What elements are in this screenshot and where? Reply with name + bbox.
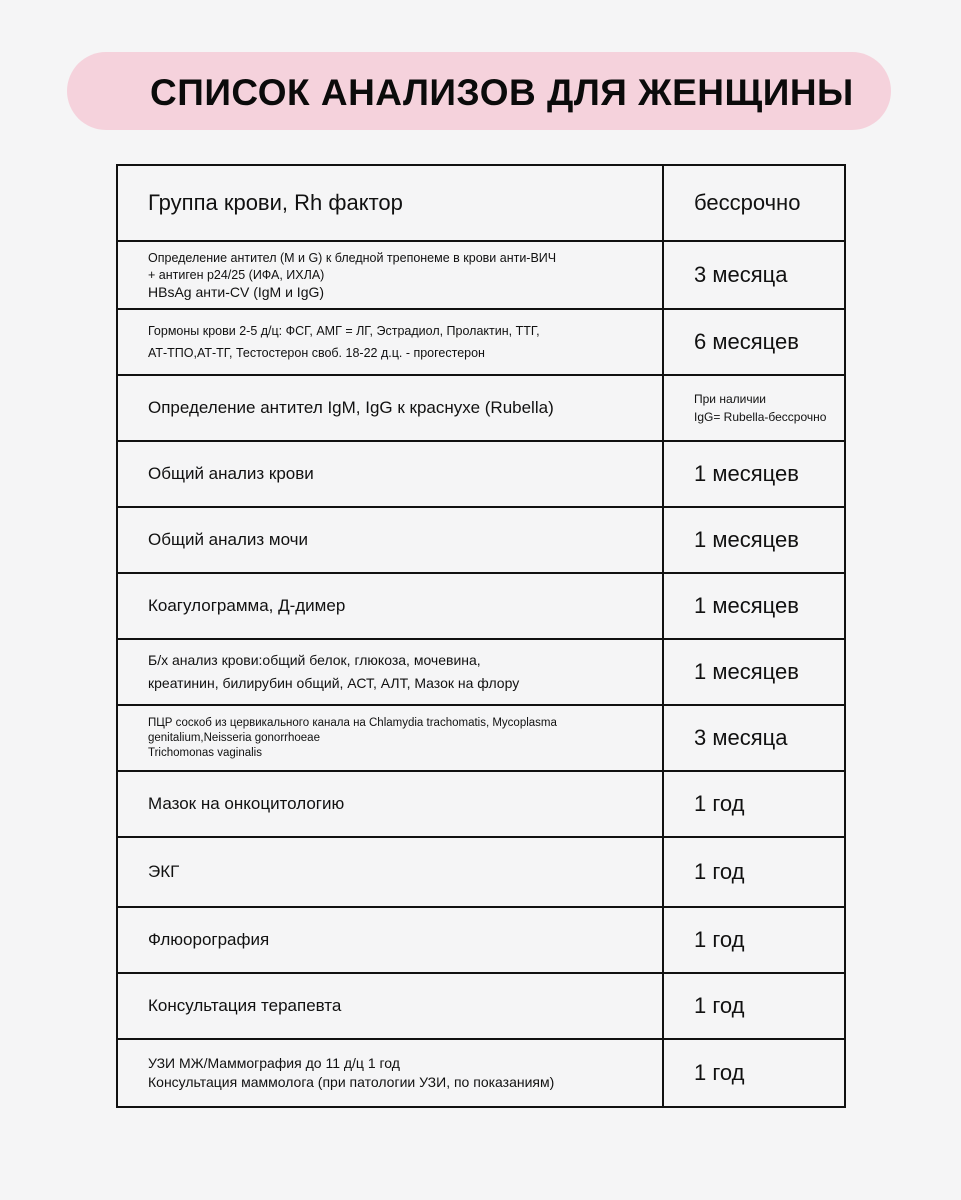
test-text: Флюорография <box>148 930 270 949</box>
period-cell <box>663 165 845 241</box>
test-text: + антиген р24/25 (ИФА, ИХЛА) <box>148 267 325 282</box>
test-text: Определение антител IgM, IgG к краснухе (Rubella) <box>148 398 554 417</box>
table-row <box>117 165 845 241</box>
test-text: Группа крови, Rh фактор <box>148 190 403 215</box>
period-text: 1 год <box>694 791 745 816</box>
period-cell <box>663 441 845 507</box>
table-row <box>117 771 845 837</box>
period-text: 1 месяцев <box>694 461 799 486</box>
test-cell <box>117 165 663 241</box>
period-cell <box>663 507 845 573</box>
period-text: При наличии <box>694 392 766 406</box>
period-text: 3 месяца <box>694 725 788 750</box>
test-text: Консультация терапевта <box>148 996 342 1015</box>
table-row <box>117 837 845 907</box>
table-row <box>117 241 845 309</box>
test-cell <box>117 639 663 705</box>
test-text: ПЦР соскоб из цервикального канала на Chlamydia trachomatis, Mycoplasma <box>148 716 557 729</box>
test-text: Общий анализ мочи <box>148 530 309 549</box>
period-text: 1 год <box>694 1060 745 1085</box>
period-cell <box>663 375 845 441</box>
period-text: бессрочно <box>694 190 801 215</box>
tests-table <box>116 164 846 1108</box>
table-row <box>117 375 845 441</box>
test-text: УЗИ МЖ/Маммография до 11 д/ц 1 год <box>148 1055 400 1071</box>
test-text: Trichomonas vaginalis <box>148 746 262 759</box>
test-cell <box>117 1039 663 1107</box>
period-text: IgG= Rubella-бессрочно <box>694 410 827 424</box>
test-text: Гормоны крови 2-5 д/ц: ФСГ, АМГ = ЛГ, Эстрадиол, Пролактин, ТТГ, <box>148 324 540 338</box>
test-text: genitalium,Neisseria gonorrhoeae <box>148 731 320 744</box>
test-cell <box>117 375 663 441</box>
tests-table-body <box>117 165 845 1107</box>
test-text: HBsAg анти-CV (IgM и IgG) <box>148 283 325 300</box>
test-cell <box>117 441 663 507</box>
table-row <box>117 309 845 375</box>
test-text: ЭКГ <box>148 862 180 881</box>
test-cell <box>117 309 663 375</box>
period-cell <box>663 573 845 639</box>
test-cell <box>117 507 663 573</box>
period-cell <box>663 837 845 907</box>
period-text: 1 месяцев <box>694 593 799 618</box>
test-text: Б/х анализ крови:общий белок, глюкоза, мочевина, <box>148 652 481 668</box>
table-row <box>117 973 845 1039</box>
period-cell <box>663 309 845 375</box>
period-cell <box>663 771 845 837</box>
period-text: 1 месяцев <box>694 659 799 684</box>
page-title: СПИСОК АНАЛИЗОВ ДЛЯ ЖЕНЩИНЫ <box>150 72 854 113</box>
table-row <box>117 507 845 573</box>
period-cell <box>663 241 845 309</box>
table-row <box>117 441 845 507</box>
test-cell <box>117 907 663 973</box>
period-cell <box>663 639 845 705</box>
test-text: Коагулограмма, Д-димер <box>148 596 346 615</box>
test-cell <box>117 705 663 771</box>
test-cell <box>117 837 663 907</box>
test-text: Общий анализ крови <box>148 464 314 483</box>
table-row <box>117 573 845 639</box>
test-cell <box>117 573 663 639</box>
test-text: АТ-ТПО,АТ-ТГ, Тестостерон своб. 18-22 д.ц. - прогестерон <box>148 346 485 360</box>
test-text: Мазок на онкоцитологию <box>148 794 345 813</box>
period-text: 1 год <box>694 927 745 952</box>
period-text: 1 год <box>694 993 745 1018</box>
period-text: 6 месяцев <box>694 329 799 354</box>
test-cell <box>117 973 663 1039</box>
table-row <box>117 907 845 973</box>
period-cell <box>663 1039 845 1107</box>
table-row <box>117 705 845 771</box>
period-text: 3 месяца <box>694 262 788 287</box>
test-text: Определение антител (М и G) к бледной трепонеме в крови анти-ВИЧ <box>148 250 557 265</box>
period-cell <box>663 705 845 771</box>
period-cell <box>663 907 845 973</box>
test-text: Консультация маммолога (при патологии УЗИ, по показаниям) <box>148 1074 555 1090</box>
test-cell <box>117 771 663 837</box>
table-row <box>117 639 845 705</box>
period-text: 1 месяцев <box>694 527 799 552</box>
test-cell <box>117 241 663 309</box>
period-text: 1 год <box>694 859 745 884</box>
test-text: креатинин, билирубин общий, АСТ, АЛТ, Мазок на флору <box>148 675 520 691</box>
period-cell <box>663 973 845 1039</box>
table-row <box>117 1039 845 1107</box>
